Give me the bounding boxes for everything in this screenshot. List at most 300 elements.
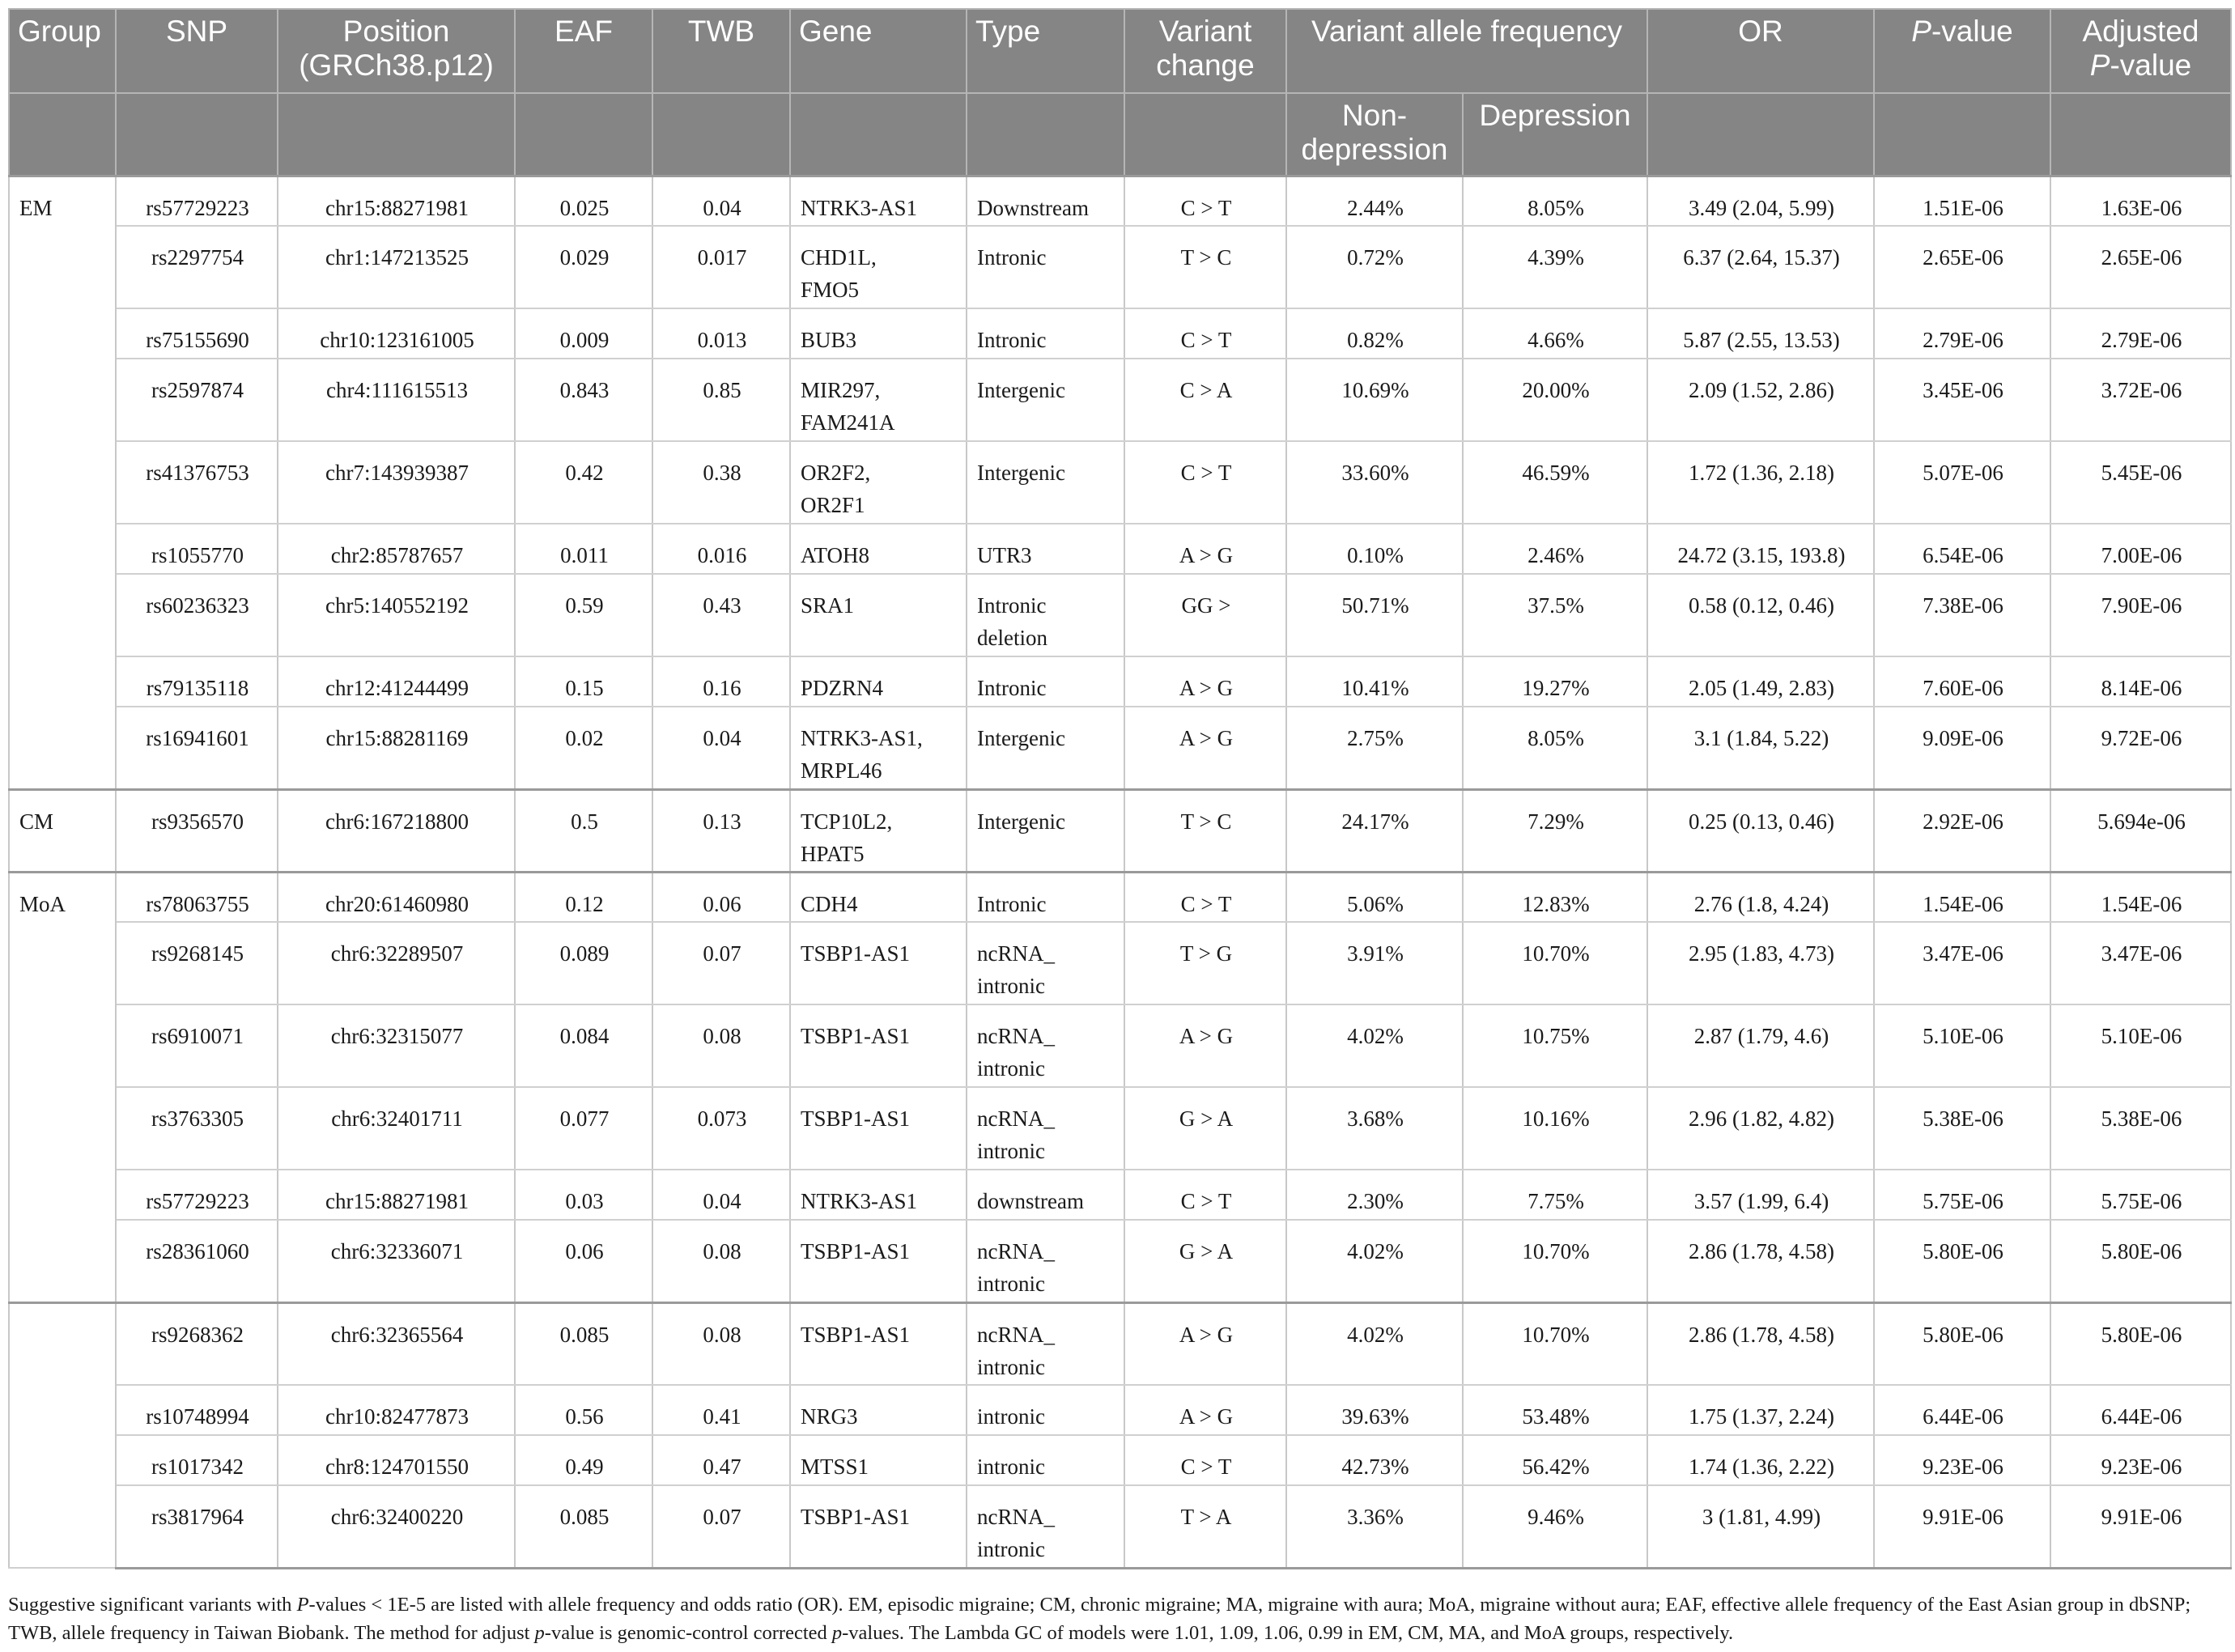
- cell-position: chr8:124701550: [278, 1435, 515, 1485]
- footnote-italic: p: [831, 1622, 843, 1644]
- table-row: [9, 1485, 2231, 1568]
- cell-snp: rs9268362: [116, 1302, 278, 1385]
- header-blank: [116, 93, 278, 176]
- cell-gene: [790, 359, 967, 441]
- cell-snp: rs28361060: [116, 1220, 278, 1302]
- cell-depression: 8.05%: [1463, 707, 1647, 789]
- cell-variant-change: T > C: [1124, 789, 1286, 872]
- cell-eaf: 0.03: [515, 1170, 652, 1220]
- cell-adjusted-p-value: 5.80E-06: [2050, 1220, 2231, 1302]
- cell-non-depression: 42.73%: [1286, 1435, 1463, 1485]
- cell-variant-change: C > A: [1124, 359, 1286, 441]
- cell-gene: [790, 707, 967, 789]
- cell-group: [9, 308, 116, 359]
- cell-group: [9, 656, 116, 707]
- cell-snp: rs60236323: [116, 574, 278, 656]
- table-row: [9, 789, 2231, 872]
- cell-type: [967, 308, 1124, 359]
- table-row: [9, 308, 2231, 359]
- cell-type-line1: Intronic: [977, 676, 1047, 700]
- cell-position: chr6:32315077: [278, 1004, 515, 1087]
- cell-snp: rs78063755: [116, 872, 278, 922]
- cell-group: [9, 1170, 116, 1220]
- cell-snp: rs1055770: [116, 524, 278, 574]
- cell-position: chr6:32400220: [278, 1485, 515, 1568]
- cell-or: 0.58 (0.12, 0.46): [1647, 574, 1874, 656]
- cell-p-value: 3.47E-06: [1874, 922, 2050, 1004]
- cell-twb: 0.07: [652, 1485, 790, 1568]
- cell-adjusted-p-value: 1.63E-06: [2050, 176, 2231, 226]
- cell-gene-line1: ATOH8: [801, 543, 870, 567]
- cell-variant-change: C > T: [1124, 308, 1286, 359]
- cell-position: chr6:32365564: [278, 1302, 515, 1385]
- cell-eaf: 0.085: [515, 1485, 652, 1568]
- cell-twb: 0.08: [652, 1302, 790, 1385]
- cell-group: [9, 1004, 116, 1087]
- cell-twb: 0.07: [652, 922, 790, 1004]
- cell-twb: 0.08: [652, 1220, 790, 1302]
- cell-variant-change: A > G: [1124, 1385, 1286, 1435]
- cell-gene-line1: SRA1: [801, 593, 855, 618]
- cell-gene: [790, 226, 967, 308]
- cell-type-line1: ncRNA_: [977, 1322, 1055, 1347]
- cell-or: 3.1 (1.84, 5.22): [1647, 707, 1874, 789]
- footnote-text: -value is genomic-control corrected: [544, 1622, 832, 1644]
- cell-type: [967, 176, 1124, 226]
- table-row: [9, 359, 2231, 441]
- cell-depression: 4.66%: [1463, 308, 1647, 359]
- cell-type-line1: ncRNA_: [977, 1505, 1055, 1529]
- cell-twb: 0.04: [652, 1170, 790, 1220]
- cell-type-line1: intronic: [977, 1455, 1045, 1479]
- cell-or: 5.87 (2.55, 13.53): [1647, 308, 1874, 359]
- header-adjusted: Adjusted: [2082, 15, 2199, 48]
- cell-gene: [790, 308, 967, 359]
- table-row: [9, 707, 2231, 789]
- cell-p-value: 5.80E-06: [1874, 1220, 2050, 1302]
- cell-depression: 20.00%: [1463, 359, 1647, 441]
- cell-type: [967, 1170, 1124, 1220]
- cell-type-line1: intronic: [977, 1404, 1045, 1429]
- cell-type-line2: deletion: [977, 626, 1047, 650]
- header-blank: [9, 93, 116, 176]
- cell-gene: [790, 1435, 967, 1485]
- cell-snp: rs75155690: [116, 308, 278, 359]
- cell-twb: 0.013: [652, 308, 790, 359]
- cell-position: chr6:167218800: [278, 789, 515, 872]
- cell-adjusted-p-value: 6.44E-06: [2050, 1385, 2231, 1435]
- cell-twb: 0.04: [652, 707, 790, 789]
- cell-gene: [790, 1220, 967, 1302]
- cell-eaf: 0.59: [515, 574, 652, 656]
- cell-variant-change: C > T: [1124, 1170, 1286, 1220]
- cell-type-line1: Intronic: [977, 328, 1047, 352]
- cell-type-line2: intronic: [977, 1139, 1045, 1163]
- cell-variant-change: C > T: [1124, 176, 1286, 226]
- cell-snp: rs1017342: [116, 1435, 278, 1485]
- cell-or: 2.86 (1.78, 4.58): [1647, 1302, 1874, 1385]
- cell-non-depression: 4.02%: [1286, 1302, 1463, 1385]
- header-or: OR: [1647, 9, 1874, 93]
- cell-variant-change: G > A: [1124, 1087, 1286, 1170]
- header-variant-change: Variant change: [1124, 9, 1286, 93]
- cell-depression: 19.27%: [1463, 656, 1647, 707]
- cell-gene-line1: MIR297,: [801, 378, 881, 402]
- cell-p-value: 5.07E-06: [1874, 441, 2050, 524]
- cell-group: [9, 1302, 116, 1385]
- header-eaf: EAF: [515, 9, 652, 93]
- cell-eaf: 0.009: [515, 308, 652, 359]
- cell-snp: rs9268145: [116, 922, 278, 1004]
- cell-snp: rs2597874: [116, 359, 278, 441]
- cell-gene-line1: OR2F2,: [801, 461, 871, 485]
- header-twb: TWB: [652, 9, 790, 93]
- cell-group: [9, 1385, 116, 1435]
- cell-p-value: 9.09E-06: [1874, 707, 2050, 789]
- cell-group: [9, 441, 116, 524]
- cell-adjusted-p-value: 9.91E-06: [2050, 1485, 2231, 1568]
- cell-group: MoA: [9, 872, 116, 922]
- cell-snp: rs79135118: [116, 656, 278, 707]
- cell-type: [967, 707, 1124, 789]
- cell-or: 1.75 (1.37, 2.24): [1647, 1385, 1874, 1435]
- table-row: [9, 226, 2231, 308]
- cell-adjusted-p-value: 3.72E-06: [2050, 359, 2231, 441]
- table-row: [9, 922, 2231, 1004]
- cell-eaf: 0.42: [515, 441, 652, 524]
- table-row: [9, 1302, 2231, 1385]
- cell-adjusted-p-value: 2.79E-06: [2050, 308, 2231, 359]
- cell-or: 2.96 (1.82, 4.82): [1647, 1087, 1874, 1170]
- cell-p-value: 5.10E-06: [1874, 1004, 2050, 1087]
- cell-gene: [790, 1004, 967, 1087]
- header-blank: [1647, 93, 1874, 176]
- cell-or: 24.72 (3.15, 193.8): [1647, 524, 1874, 574]
- cell-position: chr15:88271981: [278, 176, 515, 226]
- cell-type-line1: Downstream: [977, 195, 1089, 220]
- cell-type: [967, 1302, 1124, 1385]
- cell-gene: [790, 656, 967, 707]
- cell-position: chr12:41244499: [278, 656, 515, 707]
- cell-snp: rs57729223: [116, 1170, 278, 1220]
- cell-type-line1: UTR3: [977, 543, 1032, 567]
- cell-p-value: 7.38E-06: [1874, 574, 2050, 656]
- cell-snp: rs2297754: [116, 226, 278, 308]
- cell-group: [9, 1087, 116, 1170]
- cell-gene-line1: NTRK3-AS1: [801, 195, 918, 220]
- cell-adjusted-p-value: 2.65E-06: [2050, 226, 2231, 308]
- cell-gene: [790, 1087, 967, 1170]
- cell-eaf: 0.5: [515, 789, 652, 872]
- cell-p-value: 9.91E-06: [1874, 1485, 2050, 1568]
- cell-twb: 0.073: [652, 1087, 790, 1170]
- cell-depression: 10.75%: [1463, 1004, 1647, 1087]
- cell-gene: [790, 789, 967, 872]
- cell-depression: 7.75%: [1463, 1170, 1647, 1220]
- header-depression: Depression: [1463, 93, 1647, 176]
- cell-depression: 10.70%: [1463, 1220, 1647, 1302]
- cell-position: chr10:82477873: [278, 1385, 515, 1435]
- cell-non-depression: 5.06%: [1286, 872, 1463, 922]
- cell-non-depression: 10.41%: [1286, 656, 1463, 707]
- cell-gene-line2: FAM241A: [801, 410, 895, 435]
- cell-p-value: 5.80E-06: [1874, 1302, 2050, 1385]
- footnote-text: Suggestive significant variants with: [8, 1594, 297, 1616]
- cell-type: [967, 1435, 1124, 1485]
- cell-non-depression: 3.68%: [1286, 1087, 1463, 1170]
- cell-eaf: 0.085: [515, 1302, 652, 1385]
- cell-non-depression: 2.30%: [1286, 1170, 1463, 1220]
- cell-type-line1: Intronic: [977, 245, 1047, 270]
- cell-group: [9, 359, 116, 441]
- cell-depression: 10.16%: [1463, 1087, 1647, 1170]
- cell-gene-line1: TSBP1-AS1: [801, 941, 911, 966]
- cell-or: 1.72 (1.36, 2.18): [1647, 441, 1874, 524]
- cell-depression: 9.46%: [1463, 1485, 1647, 1568]
- cell-gene: [790, 574, 967, 656]
- cell-group: [9, 922, 116, 1004]
- cell-type: [967, 359, 1124, 441]
- cell-gene: [790, 1302, 967, 1385]
- cell-gene-line1: NTRK3-AS1,: [801, 726, 923, 750]
- cell-gene-line1: TSBP1-AS1: [801, 1322, 911, 1347]
- cell-group: [9, 707, 116, 789]
- cell-gene-line1: TSBP1-AS1: [801, 1024, 911, 1048]
- table-row: [9, 656, 2231, 707]
- cell-group: [9, 524, 116, 574]
- table-footnote: [8, 1590, 2230, 1647]
- cell-type-line2: intronic: [977, 1537, 1045, 1561]
- cell-variant-change: T > A: [1124, 1485, 1286, 1568]
- cell-position: chr4:111615513: [278, 359, 515, 441]
- cell-type-line2: intronic: [977, 1354, 1045, 1379]
- cell-non-depression: 0.72%: [1286, 226, 1463, 308]
- header-blank: [652, 93, 790, 176]
- cell-type-line1: downstream: [977, 1189, 1084, 1213]
- cell-position: chr6:32289507: [278, 922, 515, 1004]
- cell-type: [967, 1004, 1124, 1087]
- cell-variant-change: A > G: [1124, 707, 1286, 789]
- cell-snp: rs16941601: [116, 707, 278, 789]
- cell-type: [967, 922, 1124, 1004]
- table-row: [9, 1087, 2231, 1170]
- header-blank: [2050, 93, 2231, 176]
- cell-or: 3 (1.81, 4.99): [1647, 1485, 1874, 1568]
- cell-twb: 0.016: [652, 524, 790, 574]
- cell-adjusted-p-value: 5.38E-06: [2050, 1087, 2231, 1170]
- cell-depression: 46.59%: [1463, 441, 1647, 524]
- cell-type: [967, 1485, 1124, 1568]
- cell-twb: 0.85: [652, 359, 790, 441]
- cell-type-line1: Intergenic: [977, 461, 1065, 485]
- table-row: [9, 872, 2231, 922]
- cell-non-depression: 4.02%: [1286, 1004, 1463, 1087]
- cell-snp: rs10748994: [116, 1385, 278, 1435]
- cell-variant-change: A > G: [1124, 656, 1286, 707]
- cell-eaf: 0.089: [515, 922, 652, 1004]
- cell-type-line2: intronic: [977, 974, 1045, 998]
- header-group: Group: [9, 9, 116, 93]
- cell-twb: 0.41: [652, 1385, 790, 1435]
- cell-type-line1: ncRNA_: [977, 1106, 1055, 1131]
- cell-gene-line1: PDZRN4: [801, 676, 884, 700]
- table-row: [9, 1435, 2231, 1485]
- results-table: [8, 8, 2232, 1569]
- cell-depression: 8.05%: [1463, 176, 1647, 226]
- cell-position: chr6:32401711: [278, 1087, 515, 1170]
- cell-snp: rs9356570: [116, 789, 278, 872]
- cell-depression: 12.83%: [1463, 872, 1647, 922]
- cell-gene-line1: TCP10L2,: [801, 809, 893, 834]
- cell-p-value: 2.79E-06: [1874, 308, 2050, 359]
- cell-adjusted-p-value: 5.75E-06: [2050, 1170, 2231, 1220]
- cell-or: 2.86 (1.78, 4.58): [1647, 1220, 1874, 1302]
- cell-eaf: 0.15: [515, 656, 652, 707]
- cell-type: [967, 1220, 1124, 1302]
- cell-type-line1: ncRNA_: [977, 941, 1055, 966]
- header-p-rest: -value: [1931, 15, 2013, 48]
- cell-eaf: 0.49: [515, 1435, 652, 1485]
- cell-depression: 37.5%: [1463, 574, 1647, 656]
- cell-type-line1: Intergenic: [977, 378, 1065, 402]
- cell-twb: 0.43: [652, 574, 790, 656]
- cell-eaf: 0.02: [515, 707, 652, 789]
- cell-p-value: 9.23E-06: [1874, 1435, 2050, 1485]
- cell-position: chr1:147213525: [278, 226, 515, 308]
- cell-twb: 0.06: [652, 872, 790, 922]
- cell-or: 0.25 (0.13, 0.46): [1647, 789, 1874, 872]
- cell-type: [967, 789, 1124, 872]
- table-row: [9, 441, 2231, 524]
- cell-gene: [790, 872, 967, 922]
- cell-depression: 4.39%: [1463, 226, 1647, 308]
- cell-type-line1: Intronic: [977, 593, 1047, 618]
- header-p-value: [1874, 9, 2050, 93]
- cell-type: [967, 441, 1124, 524]
- cell-twb: 0.04: [652, 176, 790, 226]
- cell-adjusted-p-value: 9.23E-06: [2050, 1435, 2231, 1485]
- cell-p-value: 6.44E-06: [1874, 1385, 2050, 1435]
- cell-p-value: 2.65E-06: [1874, 226, 2050, 308]
- cell-gene: [790, 922, 967, 1004]
- cell-gene: [790, 441, 967, 524]
- cell-type: [967, 574, 1124, 656]
- cell-adjusted-p-value: 7.00E-06: [2050, 524, 2231, 574]
- cell-eaf: 0.06: [515, 1220, 652, 1302]
- cell-eaf: 0.077: [515, 1087, 652, 1170]
- cell-or: 2.09 (1.52, 2.86): [1647, 359, 1874, 441]
- cell-non-depression: 0.82%: [1286, 308, 1463, 359]
- cell-adjusted-p-value: 9.72E-06: [2050, 707, 2231, 789]
- cell-group: [9, 1485, 116, 1568]
- cell-p-value: 7.60E-06: [1874, 656, 2050, 707]
- cell-variant-change: C > T: [1124, 441, 1286, 524]
- cell-gene-line2: MRPL46: [801, 758, 882, 783]
- cell-type: [967, 872, 1124, 922]
- cell-group: [9, 1435, 116, 1485]
- cell-gene-line1: BUB3: [801, 328, 857, 352]
- cell-type-line1: ncRNA_: [977, 1239, 1055, 1263]
- cell-gene: [790, 176, 967, 226]
- header-blank: [790, 93, 967, 176]
- cell-gene: [790, 1485, 967, 1568]
- cell-variant-change: A > G: [1124, 1004, 1286, 1087]
- header-blank: [1124, 93, 1286, 176]
- cell-p-value: 2.92E-06: [1874, 789, 2050, 872]
- cell-non-depression: 33.60%: [1286, 441, 1463, 524]
- header-blank: [515, 93, 652, 176]
- cell-non-depression: 0.10%: [1286, 524, 1463, 574]
- cell-eaf: 0.12: [515, 872, 652, 922]
- cell-adjusted-p-value: 8.14E-06: [2050, 656, 2231, 707]
- cell-twb: 0.017: [652, 226, 790, 308]
- cell-variant-change: C > T: [1124, 1435, 1286, 1485]
- cell-type-line2: intronic: [977, 1056, 1045, 1081]
- footnote-text: -values < 1E-5 are listed with allele frequency and odds ratio (OR). EM, episodic migraine; CM, chronic migraine; MA, migraine with aura; MoA, migraine without aura; EAF, effective allele frequency of the East Asian group in dbSNP; TWB, allele frequency in Taiwan Biobank. The method for adjust: [8, 1594, 2191, 1644]
- cell-depression: 53.48%: [1463, 1385, 1647, 1435]
- cell-non-depression: 2.75%: [1286, 707, 1463, 789]
- table-row: [9, 1170, 2231, 1220]
- cell-p-value: 5.38E-06: [1874, 1087, 2050, 1170]
- table-row: [9, 1220, 2231, 1302]
- cell-gene-line1: TSBP1-AS1: [801, 1106, 911, 1131]
- cell-variant-change: T > G: [1124, 922, 1286, 1004]
- cell-snp: rs3763305: [116, 1087, 278, 1170]
- cell-non-depression: 2.44%: [1286, 176, 1463, 226]
- cell-gene: [790, 1385, 967, 1435]
- cell-eaf: 0.843: [515, 359, 652, 441]
- cell-eaf: 0.084: [515, 1004, 652, 1087]
- cell-adjusted-p-value: 7.90E-06: [2050, 574, 2231, 656]
- cell-depression: 10.70%: [1463, 1302, 1647, 1385]
- cell-or: 2.76 (1.8, 4.24): [1647, 872, 1874, 922]
- cell-gene-line1: CHD1L,: [801, 245, 877, 270]
- header-type: Type: [967, 9, 1124, 93]
- cell-position: chr6:32336071: [278, 1220, 515, 1302]
- cell-gene-line1: NRG3: [801, 1404, 858, 1429]
- header-adj-p-italic: P: [2089, 49, 2110, 82]
- cell-type: [967, 1087, 1124, 1170]
- table-row: [9, 1385, 2231, 1435]
- cell-adjusted-p-value: 5.694e-06: [2050, 789, 2231, 872]
- cell-type-line2: intronic: [977, 1272, 1045, 1296]
- header-p-italic: P: [1911, 15, 1931, 48]
- cell-gene: [790, 524, 967, 574]
- cell-gene-line1: TSBP1-AS1: [801, 1239, 911, 1263]
- header-gene: Gene: [790, 9, 967, 93]
- cell-type: [967, 524, 1124, 574]
- header-blank: [967, 93, 1124, 176]
- cell-variant-change: GG >: [1124, 574, 1286, 656]
- cell-or: 3.57 (1.99, 6.4): [1647, 1170, 1874, 1220]
- cell-adjusted-p-value: 5.80E-06: [2050, 1302, 2231, 1385]
- cell-variant-change: A > G: [1124, 1302, 1286, 1385]
- table-row: [9, 176, 2231, 226]
- table-row: [9, 574, 2231, 656]
- cell-position: chr5:140552192: [278, 574, 515, 656]
- footnote-text: -values. The Lambda GC of models were 1.01, 1.09, 1.06, 0.99 in EM, CM, MA, and MoA groups, respectively.: [842, 1622, 1734, 1644]
- table-row: [9, 1004, 2231, 1087]
- cell-or: 3.49 (2.04, 5.99): [1647, 176, 1874, 226]
- cell-eaf: 0.011: [515, 524, 652, 574]
- cell-or: 6.37 (2.64, 15.37): [1647, 226, 1874, 308]
- cell-group: CM: [9, 789, 116, 872]
- cell-non-depression: 4.02%: [1286, 1220, 1463, 1302]
- cell-twb: 0.38: [652, 441, 790, 524]
- header-adjusted-p-value: [2050, 9, 2231, 93]
- table-body: [9, 176, 2231, 1568]
- cell-snp: rs3817964: [116, 1485, 278, 1568]
